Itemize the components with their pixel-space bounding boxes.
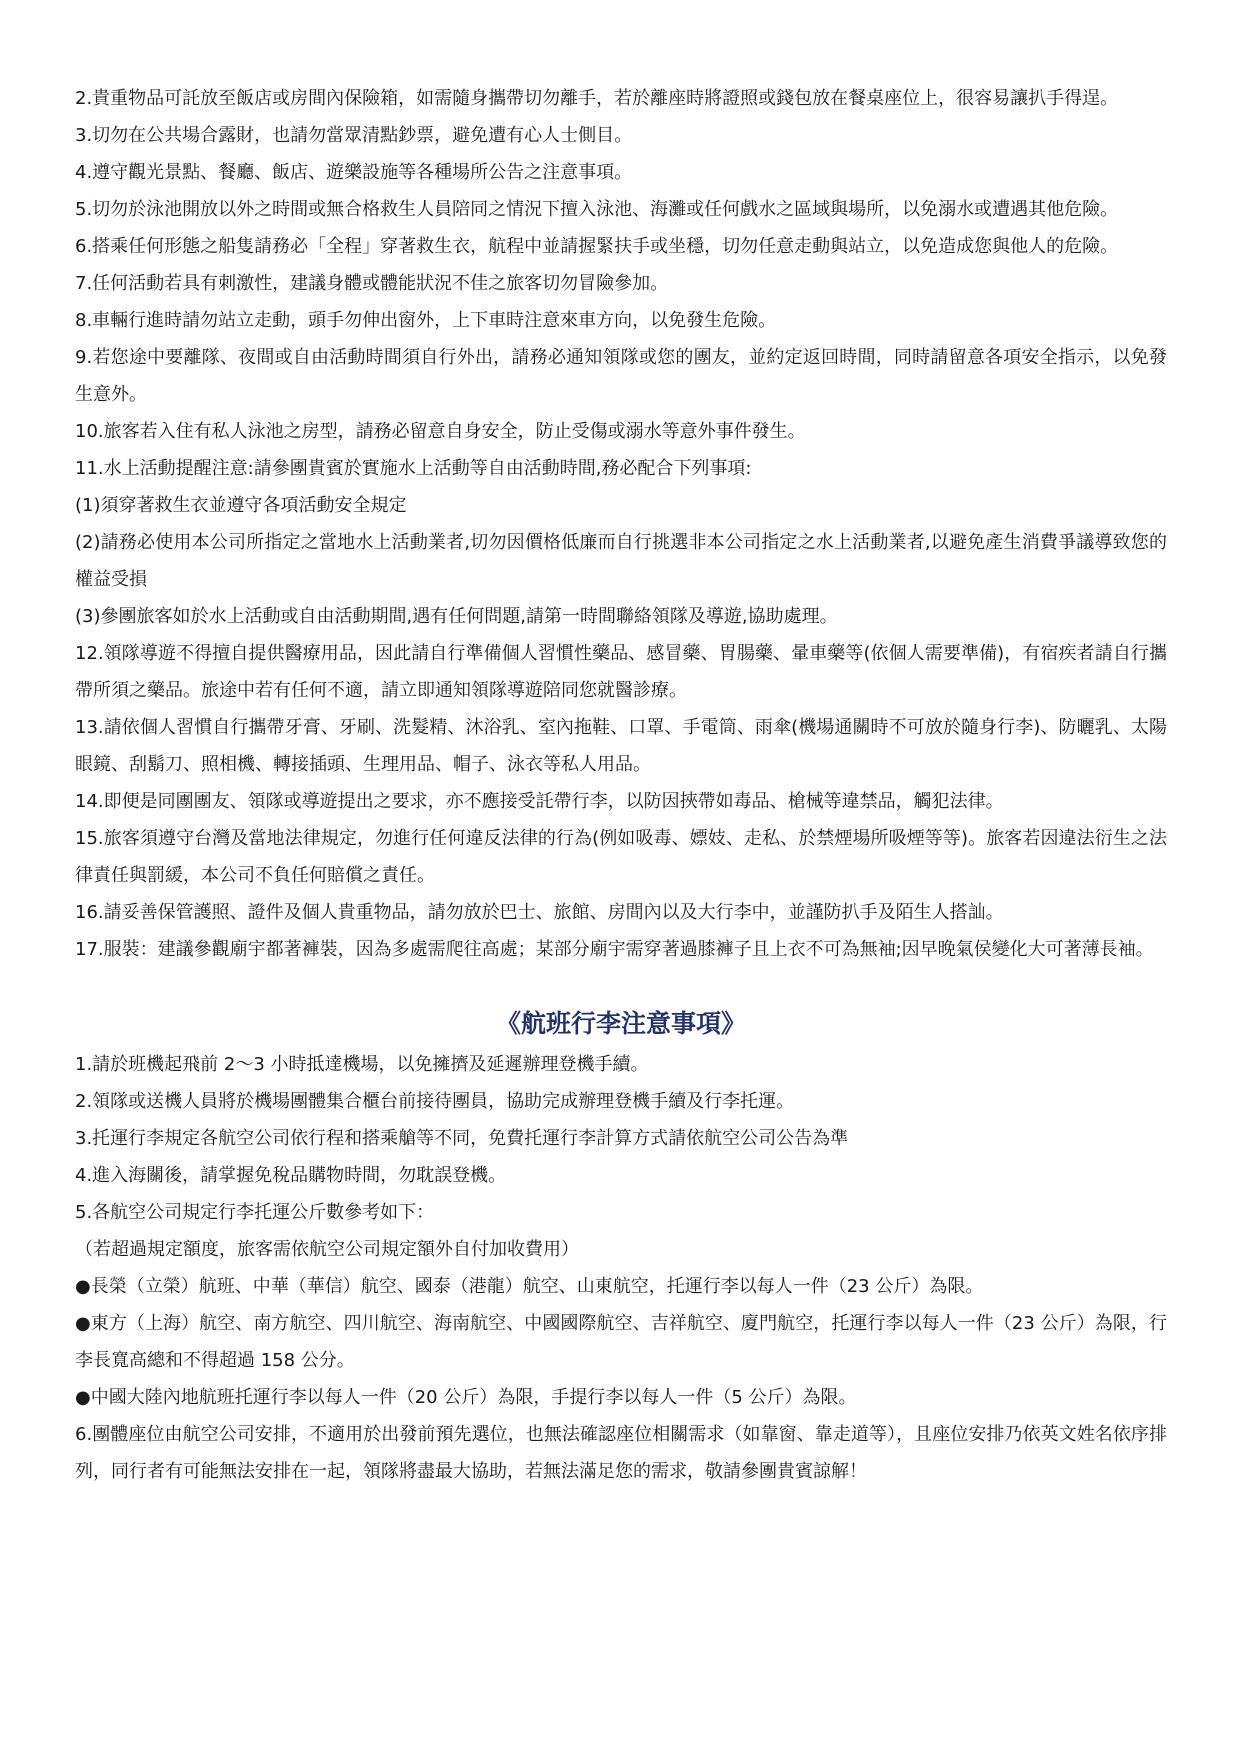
flight-item-bullet-2: ●東方（上海）航空、南方航空、四川航空、海南航空、中國國際航空、吉祥航空、廈門航空，托運行李以每人一件（23 公斤）為限，行李長寬高總和不得超過 158 公分。 [75,1313,1167,1371]
flight-item-bullet-3: ●中國大陸內地航班托運行李以每人一件（20 公斤）為限，手提行李以每人一件（5 公斤）為限。 [75,1387,857,1408]
safety-item-14: 14.即便是同團團友、領隊或導遊提出之要求，亦不應接受託帶行李，以防因挾帶如毒品、槍械等違禁品，觸犯法律。 [75,791,1004,812]
safety-item-11-sub-1: (1)須穿著救生衣並遵守各項活動安全規定 [75,495,407,516]
safety-item-17: 17.服裝：建議參觀廟宇都著褲裝，因為多處需爬往高處；某部分廟宇需穿著過膝褲子且上衣不可為無袖;因早晚氣侯變化大可著薄長袖。 [75,939,1154,960]
safety-item-16: 16.請妥善保管護照、證件及個人貴重物品，請勿放於巴士、旅館、房間內以及大行李中，並謹防扒手及陌生人搭訕。 [75,902,1004,923]
safety-item-10: 10.旅客若入住有私人泳池之房型，請務必留意自身安全，防止受傷或溺水等意外事件發生。 [75,421,806,442]
safety-notes-list [75,80,1167,968]
flight-item-4: 4.進入海關後，請掌握免稅品購物時間，勿耽誤登機。 [75,1165,507,1186]
safety-item-9: 9.若您途中要離隊、夜間或自由活動時間須自行外出，請務必通知領隊或您的團友，並約定返回時間，同時請留意各項安全指示，以免發生意外。 [75,347,1167,405]
flight-item-bullet-1: ●長榮（立榮）航班、中華（華信）航空、國泰（港龍）航空、山東航空，托運行李以每人一件（23 公斤）為限。 [75,1276,984,1297]
flight-item-1: 1.請於班機起飛前 2～3 小時抵達機場，以免擁擠及延遲辦理登機手續。 [75,1054,649,1075]
safety-item-11-sub-3: (3)參團旅客如於水上活動或自由活動期間,遇有任何問題,請第一時間聯絡領隊及導遊,協助處理。 [75,606,838,627]
flight-item-3: 3.托運行李規定各航空公司依行程和搭乘艙等不同，免費托運行李計算方式請依航空公司公告為準 [75,1128,849,1149]
safety-item-8: 8.車輛行進時請勿站立走動，頭手勿伸出窗外，上下車時注意來車方向，以免發生危險。 [75,310,777,331]
safety-item-11-sub-2: (2)請務必使用本公司所指定之當地水上活動業者,切勿因價格低廉而自行挑選非本公司指定之水上活動業者,以避免產生消費爭議導致您的權益受損 [75,532,1167,590]
safety-item-11: 11.水上活動提醒注意:請參團貴賓於實施水上活動等自由活動時間,務必配合下列事項: [75,458,752,479]
safety-item-4: 4.遵守觀光景點、餐廳、飯店、遊樂設施等各種場所公告之注意事項。 [75,162,633,183]
safety-item-6: 6.搭乘任何形態之船隻請務必「全程」穿著救生衣，航程中並請握緊扶手或坐穩，切勿任意走動與站立，以免造成您與他人的危險。 [75,236,1119,257]
safety-item-2: 2.貴重物品可託放至飯店或房間內保險箱，如需隨身攜帶切勿離手，若於離座時將證照或錢包放在餐桌座位上，很容易讓扒手得逞。 [75,88,1119,109]
safety-item-12: 12.領隊導遊不得擅自提供醫療用品，因此請自行準備個人習慣性藥品、感冒藥、胃腸藥、暈車藥等(依個人需要準備)，有宿疾者請自行攜帶所須之藥品。旅途中若有任何不適，請立即通知領隊導遊陪同您就醫診療。 [75,643,1167,701]
flight-notes-list [75,1046,1167,1490]
safety-item-3: 3.切勿在公共場合露財，也請勿當眾清點鈔票，避免遭有心人士側目。 [75,125,633,146]
flight-section-title: 《航班行李注意事項》 [495,1009,746,1038]
flight-item-5-note: （若超過規定額度，旅客需依航空公司規定額外自付加收費用） [75,1239,579,1260]
safety-item-13: 13.請依個人習慣自行攜帶牙膏、牙刷、洗髮精、沐浴乳、室內拖鞋、口罩、手電筒、雨傘(機場通關時不可放於隨身行李)、防曬乳、太陽眼鏡、刮鬍刀、照相機、轉接插頭、生理用品、帽子、泳衣等私人用品。 [75,717,1167,775]
safety-item-15: 15.旅客須遵守台灣及當地法律規定，勿進行任何違反法律的行為(例如吸毒、嫖妓、走私、於禁煙場所吸煙等等)。旅客若因違法衍生之法律責任與罰緩，本公司不負任何賠償之責任。 [75,828,1167,886]
safety-item-5: 5.切勿於泳池開放以外之時間或無合格救生人員陪同之情況下擅入泳池、海灘或任何戲水之區域與場所，以免溺水或遭遇其他危險。 [75,199,1119,220]
flight-item-5: 5.各航空公司規定行李托運公斤數參考如下： [75,1202,435,1223]
flight-item-6: 6.團體座位由航空公司安排，不適用於出發前預先選位，也無法確認座位相關需求（如靠窗、靠走道等），且座位安排乃依英文姓名依序排列，同行者有可能無法安排在一起，領隊將盡最大協助，若無法滿足您的需求，敬請參團貴賓諒解！ [75,1424,1167,1482]
flight-item-2: 2.領隊或送機人員將於機場團體集合櫃台前接待團員，協助完成辦理登機手續及行李托運。 [75,1091,795,1112]
safety-item-7: 7.任何活動若具有刺激性，建議身體或體能狀況不佳之旅客切勿冒險參加。 [75,273,669,294]
